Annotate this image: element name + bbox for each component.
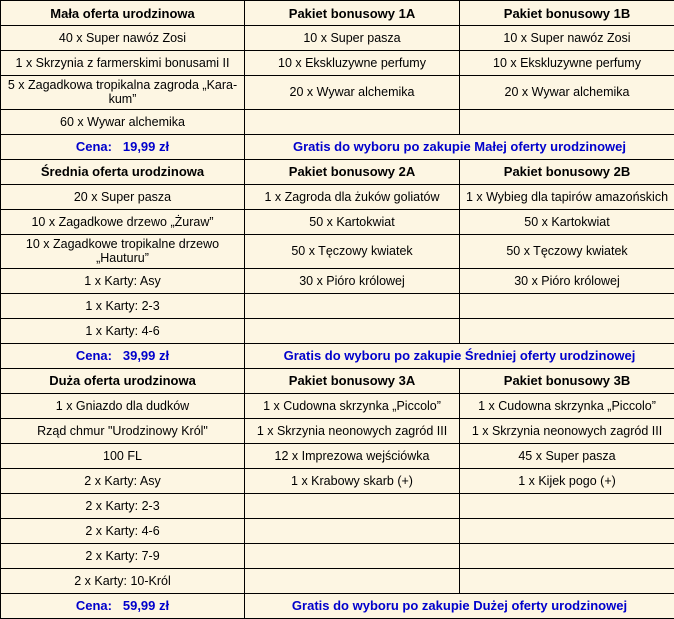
offer-title-2: Średnia oferta urodzinowa [1,159,245,184]
bonus-b-title-2: Pakiet bonusowy 2B [460,159,674,184]
bonus-a-item: 10 x Super pasza [245,26,460,51]
table-row [1,234,674,268]
bonus-b-item: 1 x Wybieg dla tapirów amazońskich [460,184,674,209]
offer-item: 2 x Karty: 10-Król [1,568,245,593]
bonus-a-item: 10 x Ekskluzywne perfumy [245,51,460,76]
bonus-b-item: 50 x Tęczowy kwiatek [460,234,674,268]
table-row [1,184,674,209]
table-row [1,418,674,443]
bonus-a-item: 1 x Skrzynia neonowych zagród III [245,418,460,443]
gratis-note-2: Gratis do wyboru po zakupie Średniej oferty urodzinowej [245,343,674,368]
price-value: 59,99 zł [123,598,169,613]
section-3-price-row [1,593,674,618]
price-value: 39,99 zł [123,348,169,363]
table-row [1,26,674,51]
gratis-note-3: Gratis do wyboru po zakupie Dużej oferty urodzinowej [245,593,674,618]
bonus-b-item: 10 x Ekskluzywne perfumy [460,51,674,76]
offer-item: 10 x Zagadkowe tropikalne drzewo „Hauturu” [1,234,245,268]
bonus-a-item: 1 x Krabowy skarb (+) [245,468,460,493]
table-row [1,518,674,543]
bonus-b-item: 30 x Pióro królowej [460,268,674,293]
offer-item: 1 x Karty: 4-6 [1,318,245,343]
table-row [1,76,674,110]
offer-item: 100 FL [1,443,245,468]
section-3-header-row [1,368,674,393]
bonus-b-item: 1 x Kijek pogo (+) [460,468,674,493]
bonus-a-title-1: Pakiet bonusowy 1A [245,1,460,26]
empty-cell [245,543,460,568]
price-value: 19,99 zł [123,139,169,154]
empty-cell [245,109,460,134]
section-2-price-row [1,343,674,368]
offer-item: Rząd chmur "Urodzinowy Król" [1,418,245,443]
empty-cell [460,493,674,518]
bonus-b-item: 1 x Cudowna skrzynka „Piccolo” [460,393,674,418]
offer-item: 20 x Super pasza [1,184,245,209]
price-cell-2 [1,343,245,368]
bonus-a-item: 30 x Pióro królowej [245,268,460,293]
table-row [1,209,674,234]
section-1-header-row [1,1,674,26]
table-row [1,493,674,518]
offer-title-1: Mała oferta urodzinowa [1,1,245,26]
offer-item: 40 x Super nawóz Zosi [1,26,245,51]
offer-item: 2 x Karty: 4-6 [1,518,245,543]
table-row [1,268,674,293]
empty-cell [460,568,674,593]
bonus-b-title-3: Pakiet bonusowy 3B [460,368,674,393]
offer-item: 2 x Karty: Asy [1,468,245,493]
table-row [1,318,674,343]
table-row [1,543,674,568]
table-row [1,393,674,418]
offer-item: 1 x Karty: Asy [1,268,245,293]
table-row [1,568,674,593]
bonus-b-title-1: Pakiet bonusowy 1B [460,1,674,26]
offer-item: 1 x Skrzynia z farmerskimi bonusami II [1,51,245,76]
price-cell-1 [1,134,245,159]
empty-cell [245,518,460,543]
price-label: Cena: [76,348,112,363]
table-row [1,468,674,493]
bonus-a-item: 1 x Zagroda dla żuków goliatów [245,184,460,209]
offer-item: 2 x Karty: 7-9 [1,543,245,568]
offer-item: 1 x Gniazdo dla dudków [1,393,245,418]
price-cell-3 [1,593,245,618]
empty-cell [245,568,460,593]
bonus-a-item: 12 x Imprezowa wejściówka [245,443,460,468]
bonus-b-item: 45 x Super pasza [460,443,674,468]
offer-item: 1 x Karty: 2-3 [1,293,245,318]
section-1-price-row [1,134,674,159]
bonus-a-item: 20 x Wywar alchemika [245,76,460,110]
bonus-a-title-2: Pakiet bonusowy 2A [245,159,460,184]
empty-cell [245,493,460,518]
gratis-note-1: Gratis do wyboru po zakupie Małej oferty urodzinowej [245,134,674,159]
empty-cell [460,318,674,343]
empty-cell [460,109,674,134]
table-row [1,293,674,318]
bonus-a-item: 50 x Tęczowy kwiatek [245,234,460,268]
empty-cell [460,543,674,568]
offer-item: 2 x Karty: 2-3 [1,493,245,518]
offer-item: 60 x Wywar alchemika [1,109,245,134]
table-row [1,443,674,468]
bonus-a-item: 1 x Cudowna skrzynka „Piccolo” [245,393,460,418]
offer-item: 5 x Zagadkowa tropikalna zagroda „Kara-kum” [1,76,245,110]
offer-title-3: Duża oferta urodzinowa [1,368,245,393]
bonus-b-item: 20 x Wywar alchemika [460,76,674,110]
section-2-header-row [1,159,674,184]
empty-cell [460,518,674,543]
empty-cell [245,293,460,318]
bonus-a-item: 50 x Kartokwiat [245,209,460,234]
empty-cell [245,318,460,343]
price-label: Cena: [76,139,112,154]
price-label: Cena: [76,598,112,613]
table-row [1,109,674,134]
bonus-b-item: 50 x Kartokwiat [460,209,674,234]
table-row [1,51,674,76]
bonus-a-title-3: Pakiet bonusowy 3A [245,368,460,393]
bonus-b-item: 1 x Skrzynia neonowych zagród III [460,418,674,443]
bonus-b-item: 10 x Super nawóz Zosi [460,26,674,51]
empty-cell [460,293,674,318]
offer-item: 10 x Zagadkowe drzewo „Żuraw” [1,209,245,234]
